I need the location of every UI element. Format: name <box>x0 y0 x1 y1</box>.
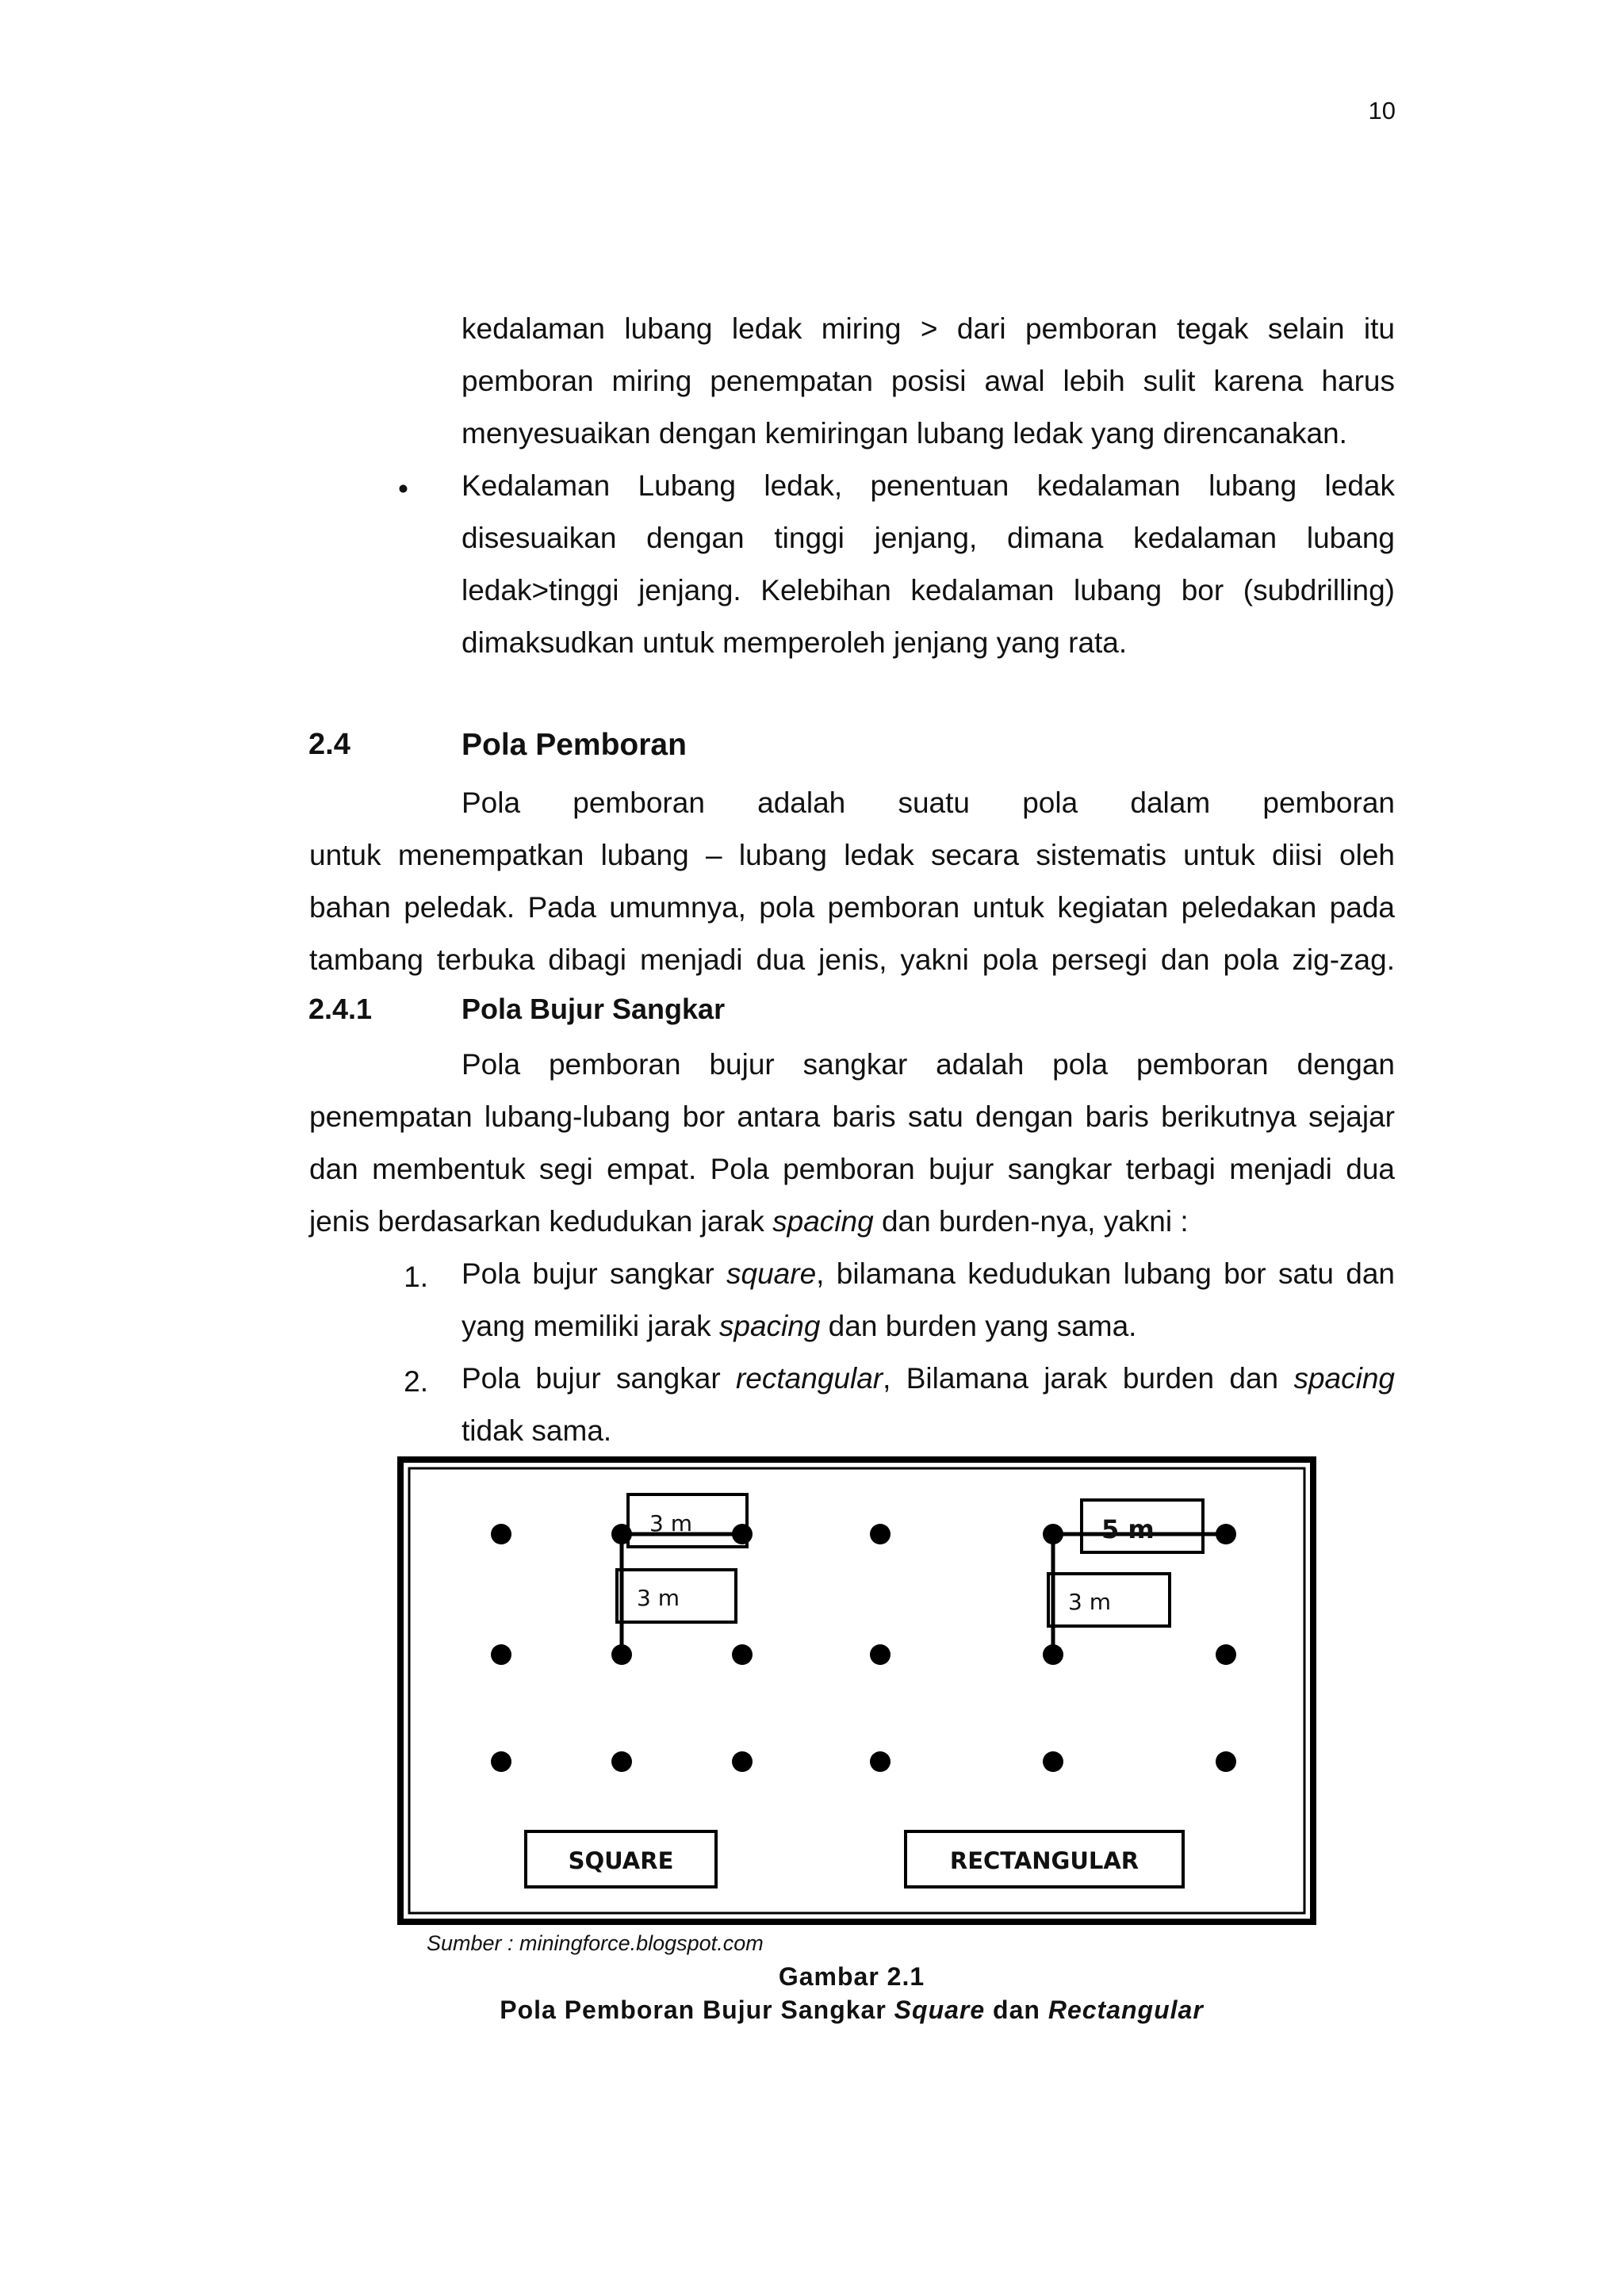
drill-hole <box>732 1644 753 1665</box>
drill-hole <box>1043 1644 1063 1665</box>
paragraph-line: bahan peledak. Pada umumnya, pola pemboran untuk kegiatan peledakan pada <box>309 891 1395 924</box>
square-title: SQUARE <box>568 1847 674 1874</box>
drill-hole <box>1043 1524 1063 1544</box>
drill-hole <box>491 1751 511 1772</box>
list-item-line: tidak sama. <box>462 1414 612 1447</box>
subsection-title: Pola Bujur Sangkar <box>462 993 726 1025</box>
drill-hole <box>1043 1751 1063 1772</box>
list-item-line <box>462 1353 1395 1405</box>
list-number: 1. <box>404 1261 428 1293</box>
paragraph-line <box>309 1196 1395 1248</box>
text-run: Pola bujur sangkar <box>462 1362 736 1395</box>
text-run-italic: square <box>726 1257 817 1290</box>
bullet-symbol: • <box>398 473 408 505</box>
text-run: Pola bujur sangkar <box>462 1257 727 1290</box>
text-run: , bilamana kedudukan lubang bor satu dan <box>816 1257 1395 1290</box>
drill-hole <box>732 1524 753 1544</box>
paragraph-line: kedalaman lubang ledak miring > dari pemboran tegak selain itu <box>462 312 1395 345</box>
text-run: yang memiliki jarak <box>462 1310 719 1342</box>
drill-hole <box>1216 1644 1236 1665</box>
figure-caption-title <box>0 1996 1624 2025</box>
figure-source: Sumber : miningforce.blogspot.com <box>427 1931 764 1955</box>
list-number: 2. <box>404 1365 428 1398</box>
text-run: , Bilamana jarak burden dan <box>883 1362 1294 1395</box>
paragraph-line: ledak>tinggi jenjang. Kelebihan kedalaman lubang bor (subdrilling) <box>462 574 1395 607</box>
subsection-number: 2.4.1 <box>308 993 373 1025</box>
text-run-italic: spacing <box>1293 1362 1395 1395</box>
paragraph-line: dan membentuk segi empat. Pola pemboran bujur sangkar terbagi menjadi dua <box>309 1153 1395 1185</box>
paragraph-line: Pola pemboran bujur sangkar adalah pola pemboran dengan <box>462 1048 1395 1081</box>
paragraph-line: Pola pemboran adalah suatu pola dalam pemboran <box>462 786 1395 819</box>
spacing-label: 3 m <box>649 1510 692 1536</box>
rect-title: RECTANGULAR <box>949 1847 1139 1874</box>
text-run-italic: rectangular <box>735 1362 883 1395</box>
drill-hole <box>491 1524 511 1544</box>
figure-caption-number: Gambar 2.1 <box>778 1962 925 1991</box>
figure-outer-border <box>400 1460 1313 1922</box>
drill-hole <box>870 1524 891 1544</box>
text-run-italic: Square <box>894 1996 986 2024</box>
drill-hole <box>611 1644 632 1665</box>
text-run: dan burden-nya, yakni : <box>873 1205 1189 1238</box>
drill-hole <box>1216 1524 1236 1544</box>
text-run: Pola Pemboran Bujur Sangkar <box>500 1996 894 2024</box>
paragraph-line: tambang terbuka dibagi menjadi dua jenis, yakni pola persegi dan pola zig-zag. <box>309 943 1395 976</box>
drill-hole <box>1216 1751 1236 1772</box>
square-pattern <box>491 1494 753 1887</box>
drill-hole <box>611 1751 632 1772</box>
paragraph-line: dimaksudkan untuk memperoleh jenjang yang rata. <box>462 626 1128 659</box>
text-run-italic: spacing <box>772 1205 874 1238</box>
text-run-italic: spacing <box>718 1310 821 1342</box>
drill-hole <box>870 1644 891 1665</box>
burden-label: 3 m <box>1068 1589 1111 1615</box>
burden-label: 3 m <box>637 1585 680 1611</box>
text-run: dan burden yang sama. <box>820 1310 1137 1342</box>
text-run: dan <box>985 1996 1048 2024</box>
section-number: 2.4 <box>308 728 350 761</box>
paragraph-line: penempatan lubang-lubang bor antara baris satu dengan baris berikutnya sejajar <box>309 1100 1395 1133</box>
paragraph-line: disesuaikan dengan tinggi jenjang, dimana kedalaman lubang <box>462 522 1395 554</box>
drill-hole <box>611 1524 632 1544</box>
paragraph-line: menyesuaikan dengan kemiringan lubang ledak yang direncanakan. <box>462 417 1347 450</box>
drill-pattern-figure <box>397 1456 1316 1925</box>
drill-hole <box>870 1751 891 1772</box>
section-title: Pola Pemboran <box>462 728 687 762</box>
rectangular-pattern <box>870 1500 1236 1887</box>
paragraph-line: pemboran miring penempatan posisi awal lebih sulit karena harus <box>462 365 1395 397</box>
paragraph-line: Kedalaman Lubang ledak, penentuan kedalaman lubang ledak <box>462 469 1395 502</box>
spacing-label: 5 m <box>1101 1514 1155 1544</box>
page-number: 10 <box>1368 97 1396 124</box>
text-run: jenis berdasarkan kedudukan jarak <box>309 1205 773 1238</box>
text-run-italic: Rectangular <box>1048 1996 1204 2024</box>
list-item-line <box>462 1300 1395 1353</box>
list-item-line <box>462 1248 1395 1300</box>
drill-hole <box>491 1644 511 1665</box>
drill-hole <box>732 1751 753 1772</box>
paragraph-line: untuk menempatkan lubang – lubang ledak secara sistematis untuk diisi oleh <box>309 839 1395 871</box>
